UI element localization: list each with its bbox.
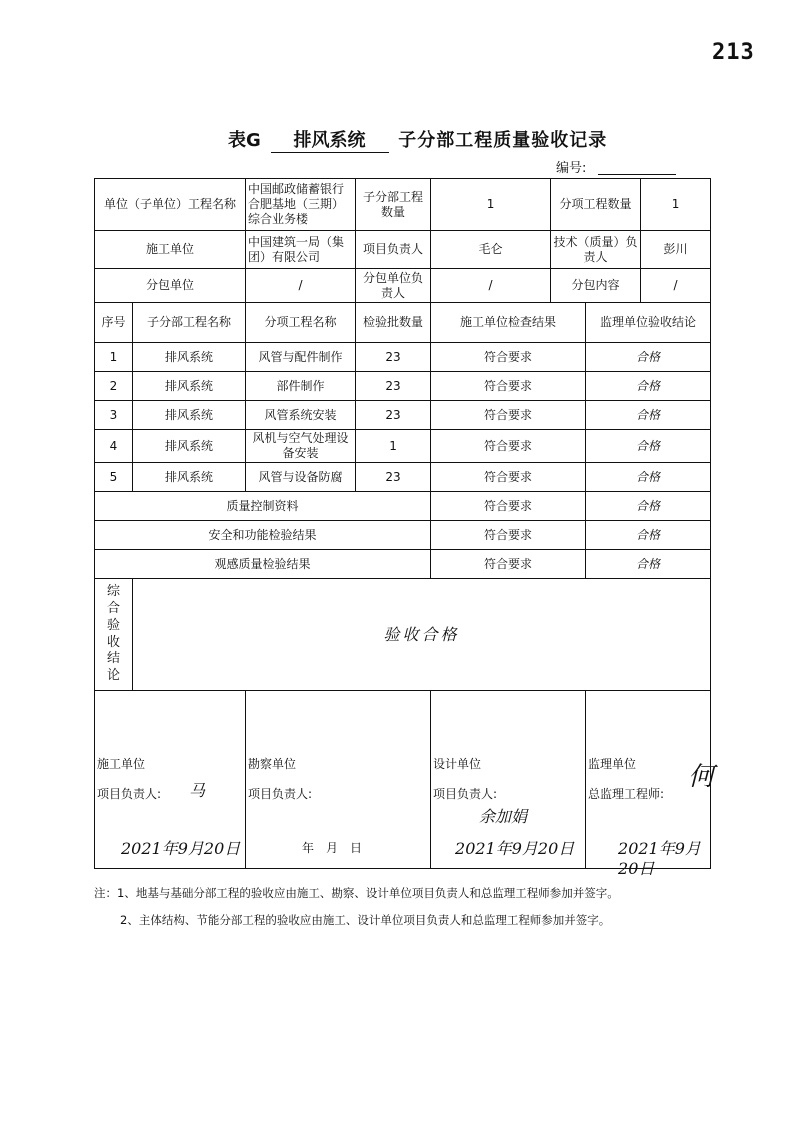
row-verdict: 合格 xyxy=(586,372,711,401)
row-verdict: 合格 xyxy=(586,463,711,492)
row-verdict: 合格 xyxy=(586,343,711,372)
row-count: 23 xyxy=(356,372,431,401)
signature-row xyxy=(95,691,711,869)
col-header-verdict: 监理单位验收结论 xyxy=(586,303,711,343)
row-check: 符合要求 xyxy=(431,430,586,463)
summary-verdict: 合格 xyxy=(586,492,711,521)
subcontractor-label: 分包单位 xyxy=(95,269,246,303)
sub-count-label: 子分部工程数量 xyxy=(356,179,431,231)
table-row xyxy=(95,401,711,430)
signature-role: 项目负责人: xyxy=(248,787,313,801)
sub-pm-label: 分包单位负责人 xyxy=(356,269,431,303)
summary-verdict: 合格 xyxy=(586,550,711,579)
summary-row xyxy=(95,492,711,521)
row-no: 1 xyxy=(95,343,133,372)
row-sub: 排风系统 xyxy=(133,430,246,463)
row-item: 风管系统安装 xyxy=(246,401,356,430)
row-count: 23 xyxy=(356,463,431,492)
unit-name-value: 中国邮政储蓄银行合肥基地（三期）综合业务楼 xyxy=(246,179,356,231)
sub-content-label: 分包内容 xyxy=(551,269,641,303)
signature-date: 年 月 日 xyxy=(302,841,363,855)
row-check: 符合要求 xyxy=(431,343,586,372)
col-header-count: 检验批数量 xyxy=(356,303,431,343)
summary-check: 符合要求 xyxy=(431,521,586,550)
row-item: 风机与空气处理设备安装 xyxy=(246,430,356,463)
conclusion-cell xyxy=(133,579,711,691)
signature-unit: 监理单位 xyxy=(588,757,637,771)
signature-cell-supervision xyxy=(586,691,715,878)
signature-unit: 设计单位 xyxy=(433,757,482,771)
signature-cell-design xyxy=(431,691,586,869)
conclusion-value: 验收合格 xyxy=(383,624,460,644)
title-text: 子分部工程质量验收记录 xyxy=(398,130,608,151)
row-verdict: 合格 xyxy=(586,430,711,463)
signature-role: 项目负责人: xyxy=(97,787,162,801)
subject-name: 排风系统 xyxy=(271,126,389,153)
item-count-label: 分项工程数量 xyxy=(551,179,641,231)
page-number: 213 xyxy=(712,40,755,65)
row-sub: 排风系统 xyxy=(133,372,246,401)
signature-cell-contractor xyxy=(95,691,246,869)
pm-value: 毛仑 xyxy=(431,231,551,269)
notes xyxy=(94,880,619,934)
row-check: 符合要求 xyxy=(431,401,586,430)
serial-line xyxy=(598,174,676,175)
signature-date: 2021年9月20日 xyxy=(121,839,241,858)
column-header-row xyxy=(95,303,711,343)
row-item: 风管与配件制作 xyxy=(246,343,356,372)
tech-value: 彭川 xyxy=(641,231,711,269)
row-count: 1 xyxy=(356,430,431,463)
note-2: 2、主体结构、节能分部工程的验收应由施工、设计单位项目负责人和总监理工程师参加并签字。 xyxy=(120,913,611,927)
note-1: 注：1、地基与基础分部工程的验收应由施工、勘察、设计单位项目负责人和总监理工程师参加并签字。 xyxy=(94,886,619,900)
sub-pm-value: / xyxy=(431,269,551,303)
header-row-unit xyxy=(95,179,711,231)
row-count: 23 xyxy=(356,401,431,430)
table-row xyxy=(95,430,711,463)
sub-content-value: / xyxy=(641,269,711,303)
signature-date: 2021年9月20日 xyxy=(455,839,575,858)
row-no: 2 xyxy=(95,372,133,401)
row-sub: 排风系统 xyxy=(133,343,246,372)
summary-label: 观感质量检验结果 xyxy=(95,550,431,579)
signature-unit: 施工单位 xyxy=(97,757,146,771)
conclusion-label-cell xyxy=(95,579,133,691)
col-header-no: 序号 xyxy=(95,303,133,343)
unit-name-label: 单位（子单位）工程名称 xyxy=(95,179,246,231)
conclusion-row xyxy=(95,579,711,691)
item-count-value: 1 xyxy=(641,179,711,231)
summary-row xyxy=(95,550,711,579)
handwritten-signature: 何 xyxy=(688,762,715,792)
row-no: 3 xyxy=(95,401,133,430)
row-check: 符合要求 xyxy=(431,463,586,492)
row-sub: 排风系统 xyxy=(133,401,246,430)
row-no: 4 xyxy=(95,430,133,463)
document-title xyxy=(228,126,607,153)
signature-role: 项目负责人: xyxy=(433,787,498,801)
table-row xyxy=(95,463,711,492)
col-header-item: 分项工程名称 xyxy=(246,303,356,343)
row-item: 部件制作 xyxy=(246,372,356,401)
row-sub: 排风系统 xyxy=(133,463,246,492)
summary-row xyxy=(95,521,711,550)
row-count: 23 xyxy=(356,343,431,372)
row-item: 风管与设备防腐 xyxy=(246,463,356,492)
summary-verdict: 合格 xyxy=(586,521,711,550)
header-row-contractor xyxy=(95,231,711,269)
conclusion-label: 综合验收结论 xyxy=(107,583,121,684)
col-header-sub: 子分部工程名称 xyxy=(133,303,246,343)
signature-unit: 勘察单位 xyxy=(248,757,297,771)
table-number: 表G xyxy=(228,130,261,151)
row-no: 5 xyxy=(95,463,133,492)
serial-label: 编号: xyxy=(556,161,587,176)
table-row xyxy=(95,343,711,372)
handwritten-signature: 余加娟 xyxy=(479,807,528,826)
summary-check: 符合要求 xyxy=(431,492,586,521)
tech-label: 技术（质量）负责人 xyxy=(551,231,641,269)
summary-check: 符合要求 xyxy=(431,550,586,579)
sub-count-value: 1 xyxy=(431,179,551,231)
contractor-label: 施工单位 xyxy=(95,231,246,269)
contractor-value: 中国建筑一局（集团）有限公司 xyxy=(246,231,356,269)
col-header-check: 施工单位检查结果 xyxy=(431,303,586,343)
subcontractor-value: / xyxy=(246,269,356,303)
signature-role: 总监理工程师: xyxy=(588,787,665,801)
acceptance-form-table xyxy=(94,178,715,878)
signature-cell-survey xyxy=(246,691,431,869)
summary-label: 安全和功能检验结果 xyxy=(95,521,431,550)
table-row xyxy=(95,372,711,401)
summary-label: 质量控制资料 xyxy=(95,492,431,521)
row-verdict: 合格 xyxy=(586,401,711,430)
handwritten-signature: 马 xyxy=(189,781,206,800)
row-check: 符合要求 xyxy=(431,372,586,401)
header-row-subcontractor xyxy=(95,269,711,303)
pm-label: 项目负责人 xyxy=(356,231,431,269)
signature-date: 2021年9月20日 xyxy=(618,839,701,878)
